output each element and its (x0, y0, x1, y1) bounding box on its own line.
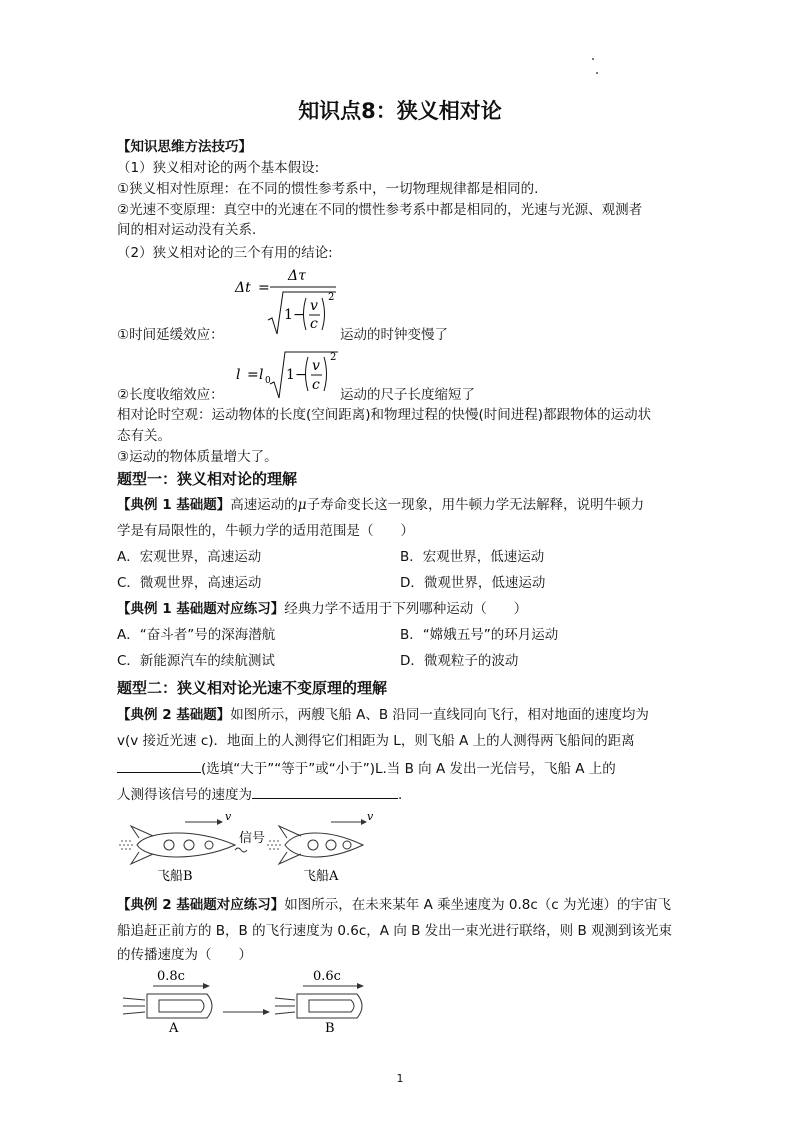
q1-option-a: A．宏观世界，高速运动 (117, 549, 262, 565)
q2-option-d: D．微观粒子的波动 (400, 653, 519, 669)
q1-text-b: 子寿命变长这一现象，用牛顿力学无法解释，说明牛顿力 (306, 497, 645, 513)
formula-one2: 1 (286, 367, 295, 383)
type1-heading: 题型一：狭义相对论的理解 (117, 470, 298, 488)
formula-l: l (236, 367, 241, 383)
q2-tag: 【典例 1 基础题对应练习】 (117, 601, 285, 617)
ship-b-label: B (325, 1021, 335, 1036)
formula-sq: 2 (328, 292, 335, 303)
formula-minus2: − (295, 367, 307, 383)
formula-one: 1 (284, 307, 293, 323)
rocket-b-label: 飞船B (157, 869, 193, 884)
rocket-b-velocity: v (225, 810, 232, 823)
q3-answer-blank-1[interactable] (117, 758, 201, 773)
ship-a-label: A (169, 1021, 179, 1036)
q3-text-c: (选填“大于”“等于”或“小于”)L.当 B 向 A 发出一光信号，飞船 A 上的 (201, 761, 616, 777)
rocket-a-icon (267, 826, 363, 864)
method-heading: 【知识思维方法技巧】 (117, 139, 252, 155)
method-p5a: 相对论时空观：运动物体的长度(空间距离)和物理过程的快慢(时间进程)都跟物体的运动状 (117, 407, 652, 423)
page-title: 知识点8：狭义相对论 (298, 99, 502, 123)
time-label: ①时间延缓效应： (117, 327, 224, 343)
q3-line3 (117, 758, 616, 778)
q1-line1 (117, 496, 644, 514)
length-label: ②长度收缩效应： (117, 387, 224, 403)
formula-dt: Δt (235, 280, 251, 296)
method-p6: ③运动的物体质量增大了。 (117, 449, 278, 465)
q4-line3: 的传播速度为（ ） (117, 947, 252, 963)
spaceship-b-icon (275, 994, 362, 1018)
signal-label: 信号 (239, 831, 266, 846)
formula-v: v (310, 298, 318, 314)
method-p2: ①狭义相对性原理：在不同的惯性参考系中，一切物理规律都是相同的. (117, 181, 539, 197)
q1-tag: 【典例 1 基础题】 (117, 497, 231, 513)
spaceship-a-icon (123, 994, 212, 1018)
formula-v2: v (312, 358, 320, 374)
q3-text-d: 人测得该信号的速度为 (117, 787, 252, 803)
ship-a-velocity: 0.8c (157, 969, 185, 984)
q4-text-a: 如图所示，在未来某年 A 乘坐速度为 0.8c（c 为光速）的宇宙飞 (284, 897, 672, 913)
figure-rockets (117, 810, 377, 882)
q2-option-b: B．“嫦娥五号”的环月运动 (400, 627, 559, 643)
q3-tag: 【典例 2 基础题】 (117, 707, 231, 723)
method-p1: （1）狭义相对论的两个基本假设: (117, 160, 320, 176)
method-p5b: 态有关。 (117, 428, 171, 444)
rocket-b-icon (119, 826, 235, 864)
formula-c: c (310, 316, 318, 332)
scan-speck (592, 58, 594, 60)
formula-eq: = (258, 280, 270, 296)
type2-heading: 题型二：狭义相对论光速不变原理的理解 (117, 679, 388, 697)
q4-line2: 船追赶正前方的 B，B 的飞行速度为 0.6c，A 向 B 发出一束光进行联络，则 B 观测到该光束 (117, 923, 673, 939)
method-p4: （2）狭义相对论的三个有用的结论: (117, 245, 333, 261)
rocket-a-velocity: v (367, 810, 374, 823)
q3-answer-blank-2[interactable] (252, 784, 398, 799)
formula-sq2: 2 (330, 352, 337, 363)
q3-line1 (117, 706, 649, 724)
rocket-a-label: 飞船A (303, 869, 339, 884)
q1-option-d: D．微观世界，低速运动 (400, 575, 546, 591)
formula-c2: c (312, 377, 320, 393)
ship-b-velocity: 0.6c (313, 969, 341, 984)
figure-spaceships (117, 966, 377, 1036)
page-number: 1 (396, 1072, 404, 1085)
q2-text: 经典力学不适用于下列哪种运动（ ） (284, 601, 528, 617)
scan-speck (596, 72, 598, 74)
q3-text-a: 如图所示，两艘飞船 A、B 沿同一直线同向飞行，相对地面的速度均为 (230, 707, 649, 723)
q1-mu: μ (297, 497, 307, 513)
q1-text-a: 高速运动的 (230, 497, 298, 513)
q3-line4 (117, 784, 402, 804)
method-p3a: ②光速不变原理：真空中的光速在不同的惯性参考系中都是相同的，光速与光源、观测者 (117, 202, 643, 218)
q1-line2: 学是有局限性的，牛顿力学的适用范围是（ ） (117, 523, 414, 539)
formula-eq2: = (247, 367, 259, 383)
q3-line2: v(v 接近光速 c)．地面上的人测得它们相距为 L，则飞船 A 上的人测得两飞船间的距离 (117, 733, 635, 749)
length-note: 运动的尺子长度缩短了 (340, 387, 475, 403)
q3-text-end: . (398, 787, 403, 803)
q2-option-c: C．新能源汽车的续航测试 (117, 653, 275, 669)
q2-option-a: A．“奋斗者”号的深海潜航 (117, 627, 276, 643)
method-p3b: 间的相对运动没有关系. (117, 222, 257, 238)
q1-option-b: B．宏观世界，低速运动 (400, 549, 545, 565)
time-note: 运动的时钟变慢了 (340, 327, 448, 343)
formula-l0: l (259, 367, 264, 383)
formula-sub0: 0 (265, 376, 271, 386)
formula-minus: − (293, 307, 305, 323)
q1-option-c: C．微观世界，高速运动 (117, 575, 262, 591)
q4-tag: 【典例 2 基础题对应练习】 (117, 897, 285, 913)
formula-dtau: Δτ (288, 268, 306, 284)
q2-line1 (117, 600, 527, 618)
q4-line1 (117, 896, 671, 914)
